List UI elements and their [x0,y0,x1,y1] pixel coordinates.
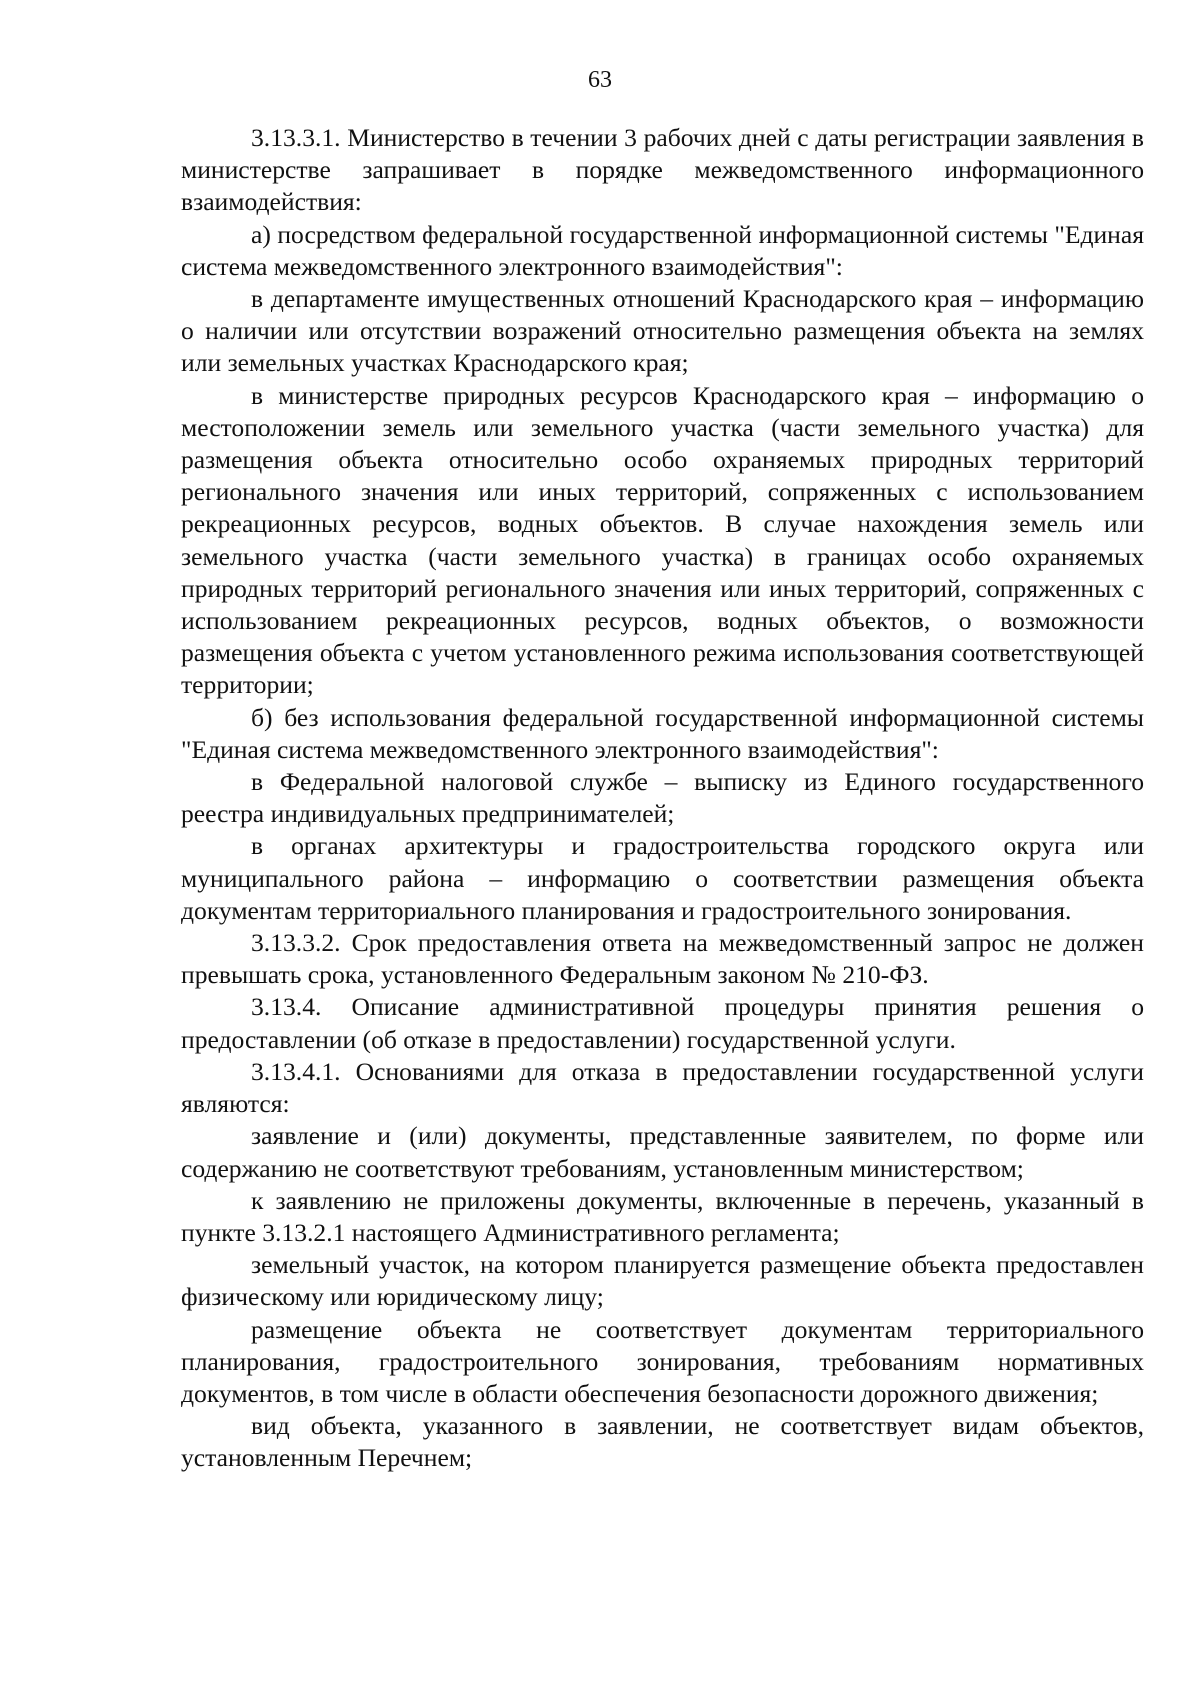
paragraph: к заявлению не приложены документы, включенные в перечень, указанный в пункте 3.13.2.1 настоящего Административного регламента; [181,1185,1144,1247]
paragraph: заявление и (или) документы, представленные заявителем, по форме или содержанию не соответствуют требованиям, установленным министерством; [181,1121,1144,1183]
paragraph: б) без использования федеральной государственной информационной системы "Единая система межведомственного электронного взаимодействия": [181,702,1144,764]
document-body [181,122,1144,1475]
paragraph: земельный участок, на котором планируется размещение объекта предоставлен физическому или юридическому лицу; [181,1250,1144,1312]
paragraph: а) посредством федеральной государственной информационной системы "Единая система межведомственного электронного взаимодействия": [181,219,1144,281]
paragraph: 3.13.3.2. Срок предоставления ответа на межведомственный запрос не должен превышать срока, установленного Федеральным законом № 210-ФЗ. [181,928,1144,990]
paragraph: в департаменте имущественных отношений Краснодарского края – информацию о наличии или отсутствии возражений относительно размещения объекта на землях или земельных участках Краснодарского края; [181,284,1144,378]
paragraph: в министерстве природных ресурсов Краснодарского края – информацию о местоположении земель или земельного участка (части земельного участка) для размещения объекта относительно особо охраняемых природных территорий регионального значения или иных территорий, сопряженных с использованием рекреационных ресурсов, водных объектов. В случае нахождения земель или земельного участка (части земельного участка) в границах особо охраняемых природных территорий регионального значения или иных территорий, сопряженных с использованием рекреационных ресурсов, водных объектов, о возможности размещения объекта с учетом установленного режима использования соответствующей территории; [181,380,1144,700]
paragraph: в органах архитектуры и градостроительства городского округа или муниципального района – информацию о соответствии размещения объекта документам территориального планирования и градостроительного зонирования. [181,831,1144,925]
paragraph: 3.13.4. Описание административной процедуры принятия решения о предоставлении (об отказе в предоставлении) государственной услуги. [181,992,1144,1054]
paragraph: 3.13.4.1. Основаниями для отказа в предоставлении государственной услуги являются: [181,1056,1144,1119]
paragraph: размещение объекта не соответствует документам территориального планирования, градостроительного зонирования, требованиям нормативных документов, в том числе в области обеспечения безопасности дорожного движения; [181,1314,1144,1408]
page-number: 63 [588,67,612,93]
paragraph: 3.13.3.1. Министерство в течении 3 рабочих дней с даты регистрации заявления в министерстве запрашивает в порядке межведомственного информационного взаимодействия: [181,123,1144,217]
paragraph: в Федеральной налоговой службе – выписку из Единого государственного реестра индивидуальных предпринимателей; [181,767,1144,829]
paragraph: вид объекта, указанного в заявлении, не соответствует видам объектов, установленным Перечнем; [181,1411,1144,1473]
